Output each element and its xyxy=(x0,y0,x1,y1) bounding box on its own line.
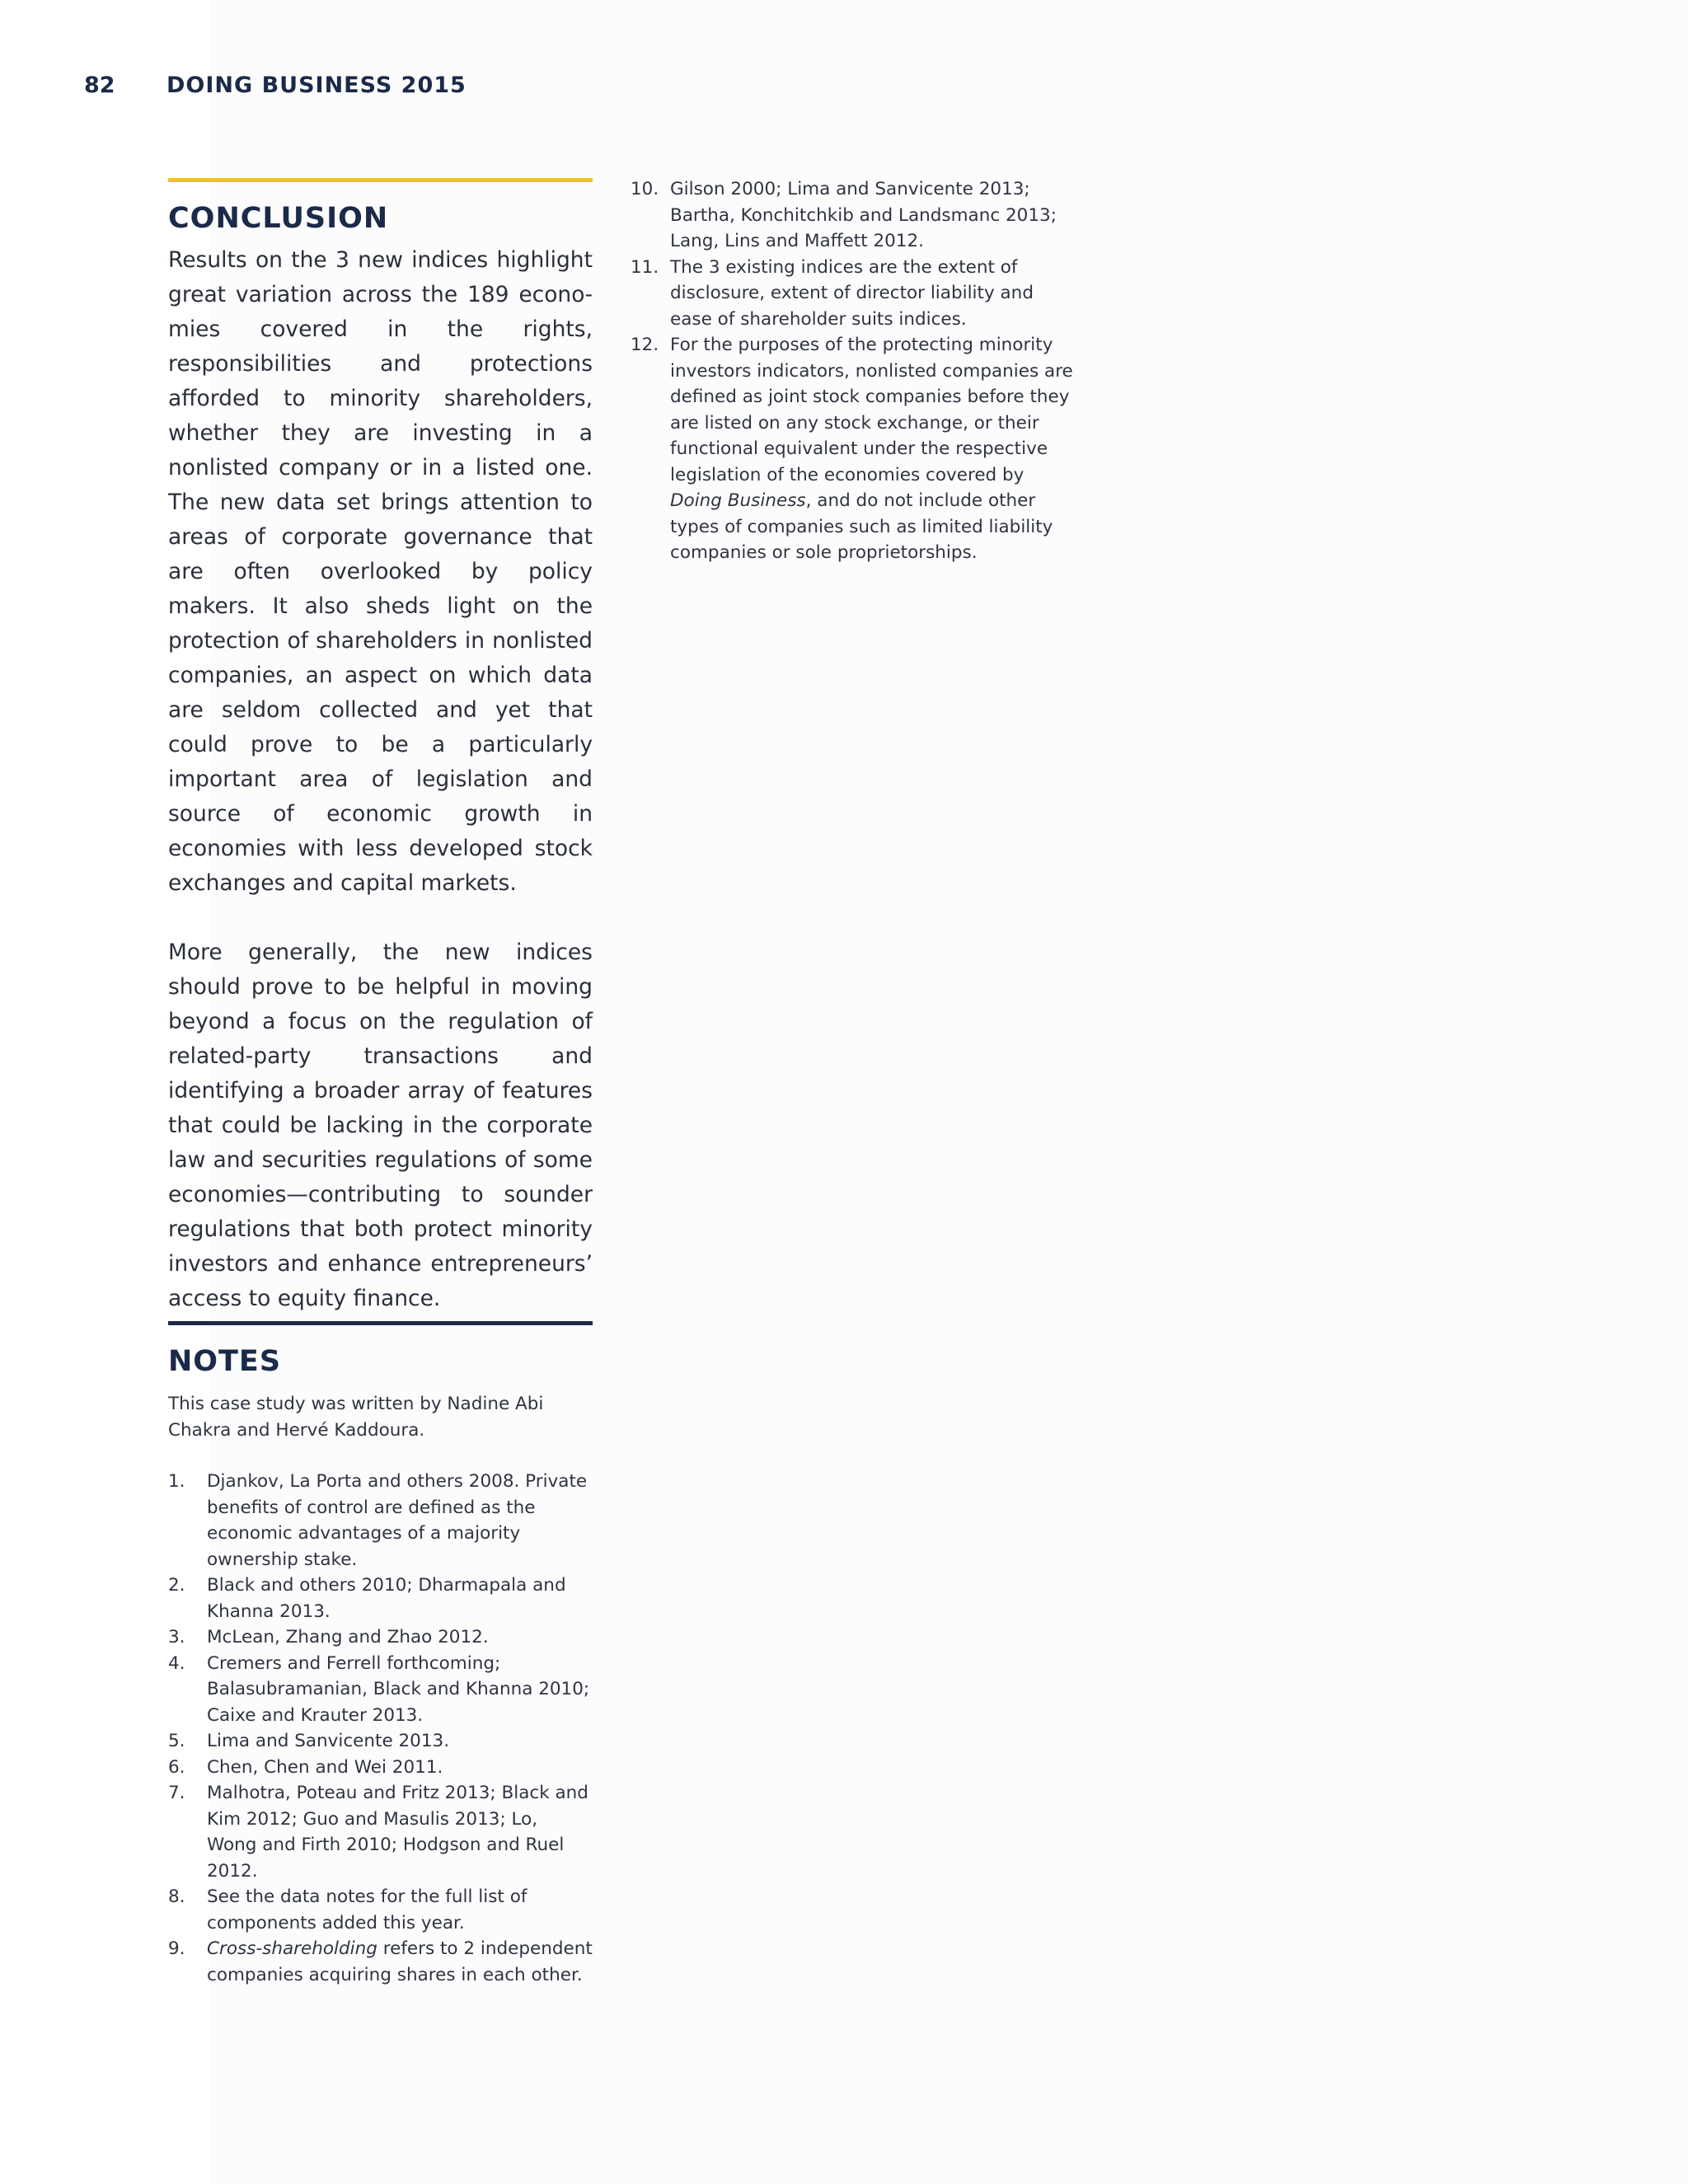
notes-list xyxy=(168,1469,593,1988)
note-number: 3. xyxy=(168,1627,185,1647)
note-number: 10. xyxy=(631,179,659,199)
note-italic-term: Doing Business xyxy=(670,490,806,511)
note-number: 2. xyxy=(168,1575,185,1596)
note-text: refers to 2 independent companies acquiring shares in each other. xyxy=(207,1938,593,1985)
note-number: 7. xyxy=(168,1783,185,1803)
note-number: 1. xyxy=(168,1471,185,1492)
conclusion-section xyxy=(168,178,593,1316)
note-text: Lima and Sanvicente 2013. xyxy=(207,1731,450,1751)
note-number: 12. xyxy=(631,335,659,355)
note-text: , and do not include other types of companies such as limited liability companies or sole proprietorships. xyxy=(670,490,1053,563)
note-item xyxy=(168,1780,593,1884)
conclusion-paragraph-2: More generally, the new indices should prove to be helpful in moving beyond a focus on the regulation of related-party transactions and identifying a broader array of features that could be lacking in the corporate law and securities regulations of some economies—contributing to sounder regulations that both protect minority investors and enhance entrepreneurs’ access to equity finance. xyxy=(168,940,593,1311)
note-item xyxy=(631,332,1076,566)
conclusion-heading: CONCLUSION xyxy=(168,202,389,235)
note-text: Djankov, La Porta and others 2008. Private benefits of control are defined as the economic advantages of a majority ownership stake. xyxy=(207,1471,588,1570)
note-item xyxy=(168,1572,593,1624)
page-number: 82 xyxy=(84,73,115,98)
notes-section xyxy=(168,1321,593,1988)
note-text: Chen, Chen and Wei 2011. xyxy=(207,1756,443,1778)
notes-heading: NOTES xyxy=(168,1345,282,1378)
note-number: 4. xyxy=(168,1652,185,1674)
note-text: McLean, Zhang and Zhao 2012. xyxy=(207,1627,489,1647)
note-item xyxy=(168,1755,593,1781)
note-item xyxy=(168,1728,593,1755)
note-text: For the purposes of the protecting minority investors indicators, nonlisted companies are defined as joint stock companies before they are listed on any stock exchange, or their functional equivalent under the respective legislation of the economies covered by xyxy=(670,335,1073,485)
note-item xyxy=(168,1624,593,1651)
note-item xyxy=(168,1936,593,1988)
note-number: 11. xyxy=(631,256,659,278)
note-item xyxy=(168,1651,593,1729)
notes-intro: This case study was written by Nadine Abi Chakra and Hervé Kaddoura. xyxy=(168,1394,544,1441)
note-item xyxy=(168,1469,593,1572)
note-number: 8. xyxy=(168,1886,185,1907)
notes-rule xyxy=(168,1321,593,1325)
note-text: Gilson 2000; Lima and Sanvicente 2013; Bartha, Konchitchkib and Landsmanc 2013; Lang, Lins and Maffett 2012. xyxy=(670,179,1057,251)
note-number: 6. xyxy=(168,1756,185,1778)
note-text: Malhotra, Poteau and Fritz 2013; Black and Kim 2012; Guo and Masulis 2013; Lo, Wong and Firth 2010; Hodgson and Ruel 2012. xyxy=(207,1783,588,1882)
note-text: See the data notes for the full list of components added this year. xyxy=(207,1886,528,1933)
note-number: 9. xyxy=(168,1938,185,1959)
note-item xyxy=(631,255,1076,333)
notes-list-continued xyxy=(631,176,1076,566)
conclusion-paragraph-1: Results on the 3 new indices highlight great variation across the 189 economies covered in the rights, responsibilities and protections afforded to minority shareholders, whether they are investing in a nonlisted company or in a listed one. The new data set brings attention to areas of corporate governance that are often overlooked by policy makers. It also sheds light on the protection of shareholders in nonlisted companies, an aspect on which data are seldom collected and yet that could prove to be a particularly important area of legislation and source of economic growth in economies with less developed stock exchanges and capital markets. xyxy=(168,247,593,896)
note-number: 5. xyxy=(168,1731,185,1751)
note-item xyxy=(168,1884,593,1936)
note-text: Cremers and Ferrell forthcoming; Balasubramanian, Black and Khanna 2010; Caixe and Krauter 2013. xyxy=(207,1652,590,1726)
publication-title: DOING BUSINESS 2015 xyxy=(166,73,467,98)
conclusion-rule xyxy=(168,178,593,182)
note-text: Black and others 2010; Dharmapala and Khanna 2013. xyxy=(207,1575,566,1622)
note-text: The 3 existing indices are the extent of disclosure, extent of director liability and ease of shareholder suits indices. xyxy=(670,256,1034,330)
notes-continued xyxy=(631,176,1076,566)
conclusion-body xyxy=(168,243,593,1316)
note-italic-term: Cross-shareholding xyxy=(207,1938,377,1959)
note-item xyxy=(631,176,1076,255)
running-header xyxy=(84,73,467,98)
